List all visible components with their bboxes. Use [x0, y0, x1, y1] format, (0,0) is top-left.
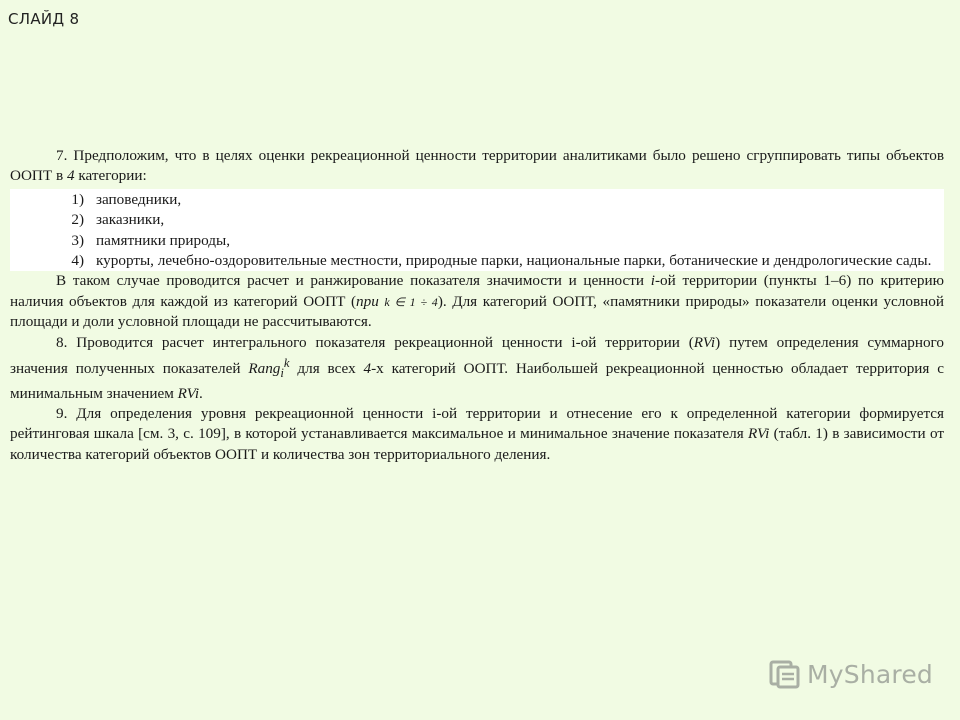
pri-word: при: [356, 292, 379, 310]
rang-symbol: Rang: [248, 360, 281, 378]
paragraph-9-text: 9. Для определения уровня рекреационной ценности i-ой территории и отнесение его к определенной категории формируется рейтинговая шкала [см. 3, с. 109], в которой устанавливается максимальное и минимальное значение показателя: [10, 404, 944, 443]
rv-symbol-2: RVi: [177, 384, 200, 402]
list-item-text: памятники природы,: [96, 231, 230, 249]
list-item-text: заповедники,: [96, 190, 182, 208]
paragraph-8: [10, 333, 944, 404]
document-body: [10, 146, 944, 465]
category-count-2: 4: [363, 360, 372, 378]
paragraph-case-text-3: ). Для категорий ООПТ, «памятники природы» показатели оценки условной площади и доли условной площади не рассчитываются.: [10, 292, 944, 331]
list-item-number: 1): [71, 190, 84, 208]
paragraph-8-end: .: [199, 384, 203, 402]
paragraph-9-text-2: (табл. 1) в зависимости от количества категорий объектов ООПТ и количества зон территориального деления.: [10, 425, 944, 463]
list-item-text: курорты, лечебно-оздоровительные местности, природные парки, национальные парки, ботанические и дендрологические сады.: [96, 252, 932, 270]
myshared-watermark: [767, 656, 933, 692]
list-item: [10, 251, 944, 271]
index-i: i: [650, 272, 655, 290]
list-item-text: заказники,: [96, 211, 165, 229]
myshared-logo-icon: [767, 656, 803, 692]
rang-superscript: k: [283, 356, 290, 371]
paragraph-8-text-2: ) путем определения суммарного значения полученных показателей: [10, 333, 944, 378]
paragraph-8-text-3: для всех: [289, 360, 364, 378]
rang-subscript: i: [280, 366, 284, 381]
slide-label: СЛАЙД 8: [8, 10, 80, 28]
paragraph-case-text-2: -ой территории (пункты 1–6) по критерию наличия объектов для каждой из категорий ООПТ (: [10, 272, 944, 310]
list-item: [10, 210, 944, 230]
list-item: [10, 190, 944, 210]
category-count: 4: [66, 167, 75, 185]
k-range-formula: k ∈ 1 ÷ 4: [384, 294, 438, 309]
list-item: [10, 231, 944, 251]
paragraph-case: [10, 271, 944, 332]
paragraph-7: [10, 146, 944, 187]
paragraph-7-tail: категории:: [74, 167, 147, 185]
rv-symbol-3: RVi: [748, 425, 770, 443]
paragraph-8-text: 8. Проводится расчет интегрального показателя рекреационной ценности i-ой территории (: [56, 333, 694, 351]
paragraph-9: [10, 404, 944, 465]
list-item-number: 4): [71, 252, 84, 270]
paragraph-7-text: 7. Предположим, что в целях оценки рекреационной ценности территории аналитиками было решено сгруппировать типы объектов ООПТ в: [10, 147, 944, 185]
category-list: [10, 189, 944, 272]
watermark-text: MyShared: [807, 659, 933, 689]
list-item-number: 3): [71, 231, 84, 249]
list-item-number: 2): [71, 211, 84, 229]
paragraph-8-text-4: -х категорий ООПТ. Наибольшей рекреационной ценностью обладает территория с минимальным значением: [10, 360, 944, 402]
paragraph-case-text: В таком случае проводится расчет и ранжирование показателя значимости и ценности: [56, 272, 651, 290]
rv-symbol: RVi: [693, 333, 716, 351]
